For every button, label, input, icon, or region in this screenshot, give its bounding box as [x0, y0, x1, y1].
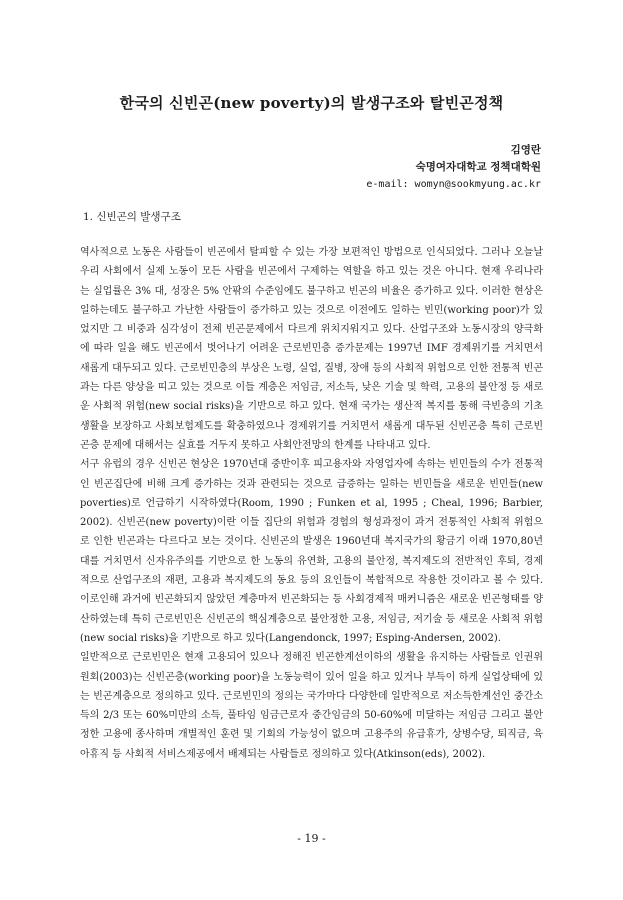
paragraph: 서구 유럽의 경우 신빈곤 현상은 1970년대 중반이후 피고용자와 자영업자에 속하는 빈민들의 수가 전통적인 빈곤집단에 비해 크게 증가하는 것과 관련되는 것으로 급증하는 일하는 빈민들을 새로운 빈민들(new poverties)로 언급하기 시작하였다(Room, 1990 ; Funken et al, 1995 ; Cheal, 1996; Barbier, 2002). 신빈곤(new poverty)이란 이들 집단의 위험과 경험의 형성과정이 과거 전통적인 사회적 위험으로 인한 빈곤과는 다르다고 보는 것이다. 신빈곤의 발생은 1960년대 복지국가의 황금기 이래 1970,80년대를 거치면서 신자유주의를 기반으로 한 노동의 유연화, 고용의 불안정, 복지제도의 전반적인 후퇴, 경제적으로 산업구조의 재편, 고용과 복지제도의 동요 등의 요인들이 복합적으로 작용한 것이라고 볼 수 있다. 이로인해 과거에 빈곤화되지 않았던 계층마저 빈곤화되는 등 사회경제적 매커니즘은 새로운 빈곤형태를 양산하였는데 특히 근로빈민은 신빈곤의 핵심계층으로 불안정한 고용, 저임금, 저기술 등 새로운 사회적 위험(new social risks)을 기반으로 하고 있다(Langendonck, 1997; Esping-Andersen, 2002). [80, 459, 543, 644]
paragraph: 역사적으로 노동은 사람들이 빈곤에서 탈피할 수 있는 가장 보편적인 방법으로 인식되었다. 그러나 오늘날 우리 사회에서 실제 노동이 모든 사람을 빈곤에서 구제하는 역할을 하고 있는 것은 아니다. 현재 우리나라는 실업률은 3% 대, 성장은 5% 안팎의 수준임에도 불구하고 빈곤의 비율은 증가하고 있다. 이러한 현상은 일하는데도 불구하고 가난한 사람들이 증가하고 있는 것으로 이전에도 일하는 빈민(working poor)가 있었지만 그 비중과 심각성이 전체 빈곤문제에서 다르게 위치지워지고 있다. 산업구조와 노동시장의 양극화에 따라 일을 해도 빈곤에서 벗어나기 어려운 근로빈민층 증가문제는 1997년 IMF 경제위기를 거치면서 새롭게 대두되고 있다. 근로빈민층의 부상은 노령, 실업, 질병, 장애 등의 사회적 위험으로 인한 전통적 빈곤과는 다른 양상을 띠고 있는 것으로 이들 계층은 저임금, 저소득, 낮은 기술 및 학력, 고용의 불안정 등 새로운 사회적 위험(new social risks)을 기반으로 하고 있다. 현재 국가는 생산적 복지를 통해 극빈층의 기초생활을 보장하고 사회보험제도를 확충하였으나 경제위기를 거치면서 새롭게 대두된 신빈곤층 특히 근로빈곤층 문제에 대해서는 실효를 거두지 못하고 사회안전망의 한계를 나타내고 있다. [80, 247, 543, 451]
author-block [366, 142, 541, 193]
document-title: 한국의 신빈곤(new poverty)의 발생구조와 탈빈곤정책 [119, 94, 504, 112]
author-email: e-mail: womyn@sookmyung.ac.kr [366, 179, 541, 190]
section-heading: 1. 신빈곤의 발생구조 [83, 211, 181, 223]
page-number: - 19 - [297, 832, 326, 845]
body-text [80, 243, 543, 764]
author-name: 김영란 [510, 144, 541, 156]
paragraph: 일반적으로 근로빈민은 현재 고용되어 있으나 정해진 빈곤한계선이하의 생활을 유지하는 사람들로 인권위원회(2003)는 신빈곤층(working poor)을 노동능력이 있어 일을 하고 있거나 부득이 하게 실업상태에 있는 빈곤계층으로 정의하고 있다. 근로빈민의 정의는 국가마다 다양한데 일반적으로 저소득한계선인 중간소득의 2/3 또는 60%미만의 소득, 풀타임 임금근로자 중간임금의 50-60%에 미달하는 저임금 그리고 불안정한 고용에 종사하며 개별적인 훈련 및 기회의 가능성이 없으며 고용주의 유급휴가, 상병수당, 퇴직금, 육아휴직 등 사회적 서비스제공에서 배제되는 사람들로 정의하고 있다(Atkinson(eds), 2002). [80, 652, 543, 760]
author-affiliation: 숙명여자대학교 정책대학원 [415, 161, 541, 173]
